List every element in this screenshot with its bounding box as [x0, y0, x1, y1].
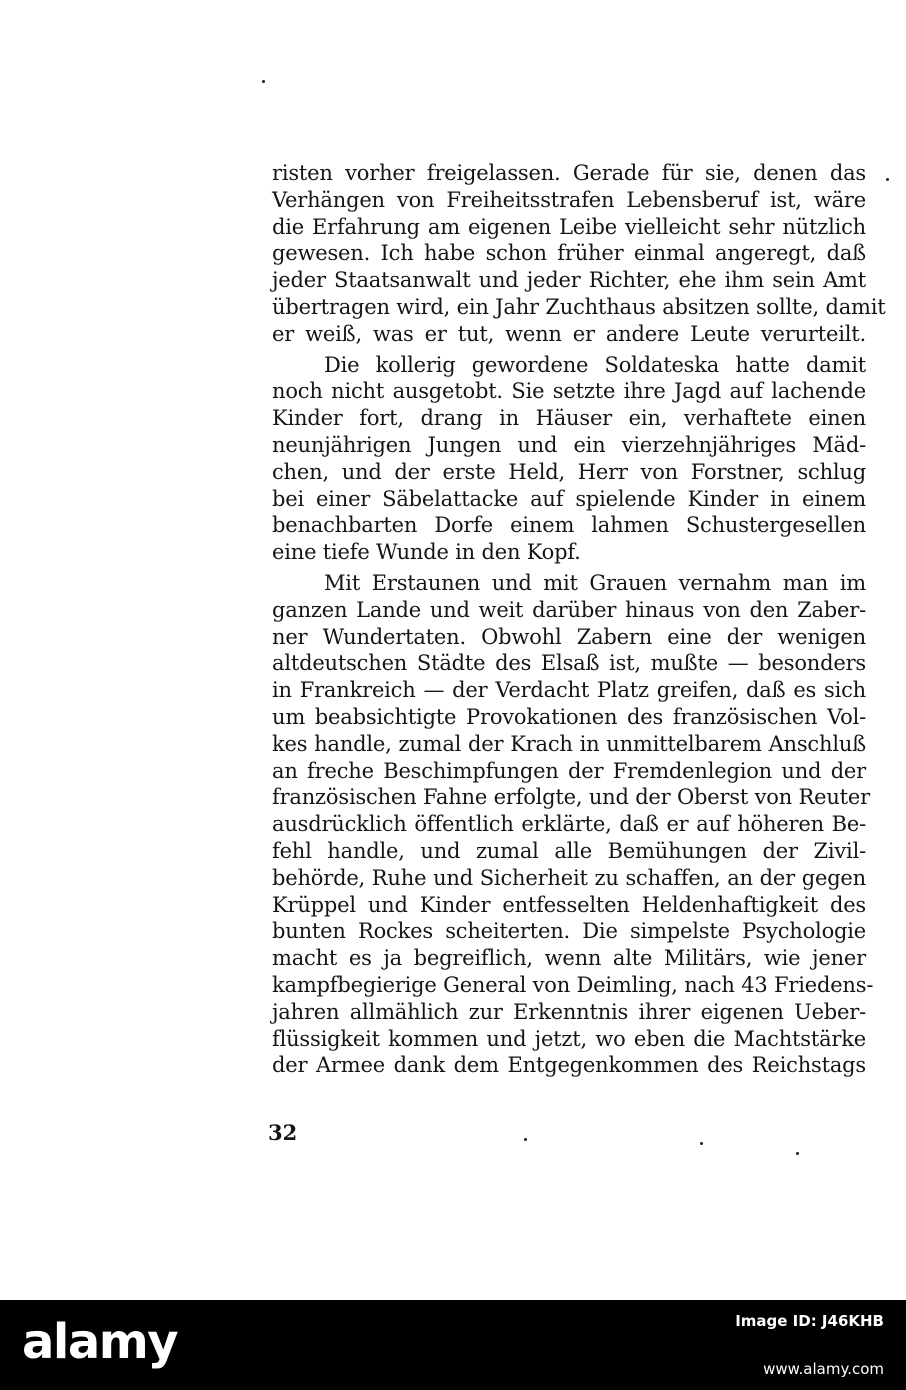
- text-line: altdeutschen Städte des Elsaß ist, mußte — besonders: [272, 651, 866, 676]
- text-line: französischen Fahne erfolgte, und der Oberst von Reuter: [272, 785, 870, 810]
- text-line: bei einer Säbelattacke auf spielende Kinder in einem: [272, 486, 866, 511]
- text-line: eine tiefe Wunde in den Kopf.: [272, 540, 581, 565]
- body-text: [272, 160, 886, 1079]
- text-line: die Erfahrung am eigenen Leibe vielleicht sehr nützlich: [272, 214, 866, 239]
- text-line: benachbarten Dorfe einem lahmen Schustergesellen: [272, 513, 866, 538]
- site-url: www.alamy.com: [763, 1360, 884, 1378]
- text-line: an freche Beschimpfungen der Fremdenlegion und der: [272, 758, 866, 783]
- text-line: ganzen Lande und weit darüber hinaus von den Zaber-: [272, 597, 866, 622]
- text-line: jeder Staatsanwalt und jeder Richter, ehe ihm sein Amt: [272, 268, 866, 293]
- text-line: fehl handle, und zumal alle Bemühungen der Zivil-: [272, 838, 866, 863]
- paragraph-1: [272, 160, 886, 348]
- watermark-footer: [0, 1300, 906, 1390]
- text-line: gewesen. Ich habe schon früher einmal angeregt, daß: [272, 241, 866, 266]
- image-id-label: Image ID: J46KHB: [735, 1312, 884, 1330]
- text-line: bunten Rockes scheiterten. Die simpelste Psychologie: [272, 919, 866, 944]
- text-line: Krüppel und Kinder entfesselten Heldenhaftigkeit des: [272, 892, 866, 917]
- text-line: macht es ja begreiflich, wenn alte Militärs, wie jener: [272, 946, 866, 971]
- text-line: übertragen wird, ein Jahr Zuchthaus absitzen sollte, damit: [272, 294, 886, 319]
- scan-speck: [700, 1142, 703, 1145]
- page-number: 32: [268, 1120, 298, 1145]
- text-line: noch nicht ausgetobt. Sie setzte ihre Jagd auf lachende: [272, 379, 866, 404]
- text-line: chen, und der erste Held, Herr von Forstner, schlug: [272, 459, 866, 484]
- text-line: flüssigkeit kommen und jetzt, wo eben die Machtstärke: [272, 1026, 866, 1051]
- text-line: um beabsichtigte Provokationen des französischen Vol-: [272, 704, 866, 729]
- text-line: ner Wundertaten. Obwohl Zabern eine der wenigen: [272, 624, 866, 649]
- text-line: Kinder fort, drang in Häuser ein, verhaftete einen: [272, 406, 866, 431]
- paragraph-3: [272, 570, 874, 1079]
- text-line: der Armee dank dem Entgegenkommen des Reichstags: [272, 1053, 866, 1078]
- text-line: er weiß, was er tut, wenn er andere Leute verurteilt.: [272, 321, 866, 346]
- text-line: risten vorher freigelassen. Gerade für sie, denen das: [272, 161, 866, 185]
- text-line: in Frankreich — der Verdacht Platz greifen, daß es sich: [272, 678, 866, 703]
- text-line: Die kollerig gewordene Soldateska hatte damit: [324, 352, 866, 377]
- text-line: Mit Erstaunen und mit Grauen vernahm man im: [324, 570, 866, 595]
- text-line: behörde, Ruhe und Sicherheit zu schaffen, an der gegen: [272, 865, 866, 890]
- text-line: jahren allmählich zur Erkenntnis ihrer eigenen Ueber-: [272, 999, 866, 1024]
- scan-speck: [886, 178, 889, 181]
- text-line: Verhängen von Freiheitsstrafen Lebensberuf ist, wäre: [272, 187, 866, 212]
- paragraph-2: [272, 352, 866, 566]
- brand-logo: alamy: [22, 1314, 178, 1370]
- scan-speck: [524, 1138, 527, 1141]
- scan-speck: [262, 80, 265, 83]
- text-line: neunjährigen Jungen und ein vierzehnjähriges Mäd-: [272, 432, 866, 457]
- scan-speck: [796, 1152, 799, 1155]
- text-line: kampfbegierige General von Deimling, nach 43 Friedens-: [272, 972, 874, 997]
- text-line: ausdrücklich öffentlich erklärte, daß er auf höheren Be-: [272, 812, 866, 837]
- text-line: kes handle, zumal der Krach in unmittelbarem Anschluß: [272, 731, 866, 756]
